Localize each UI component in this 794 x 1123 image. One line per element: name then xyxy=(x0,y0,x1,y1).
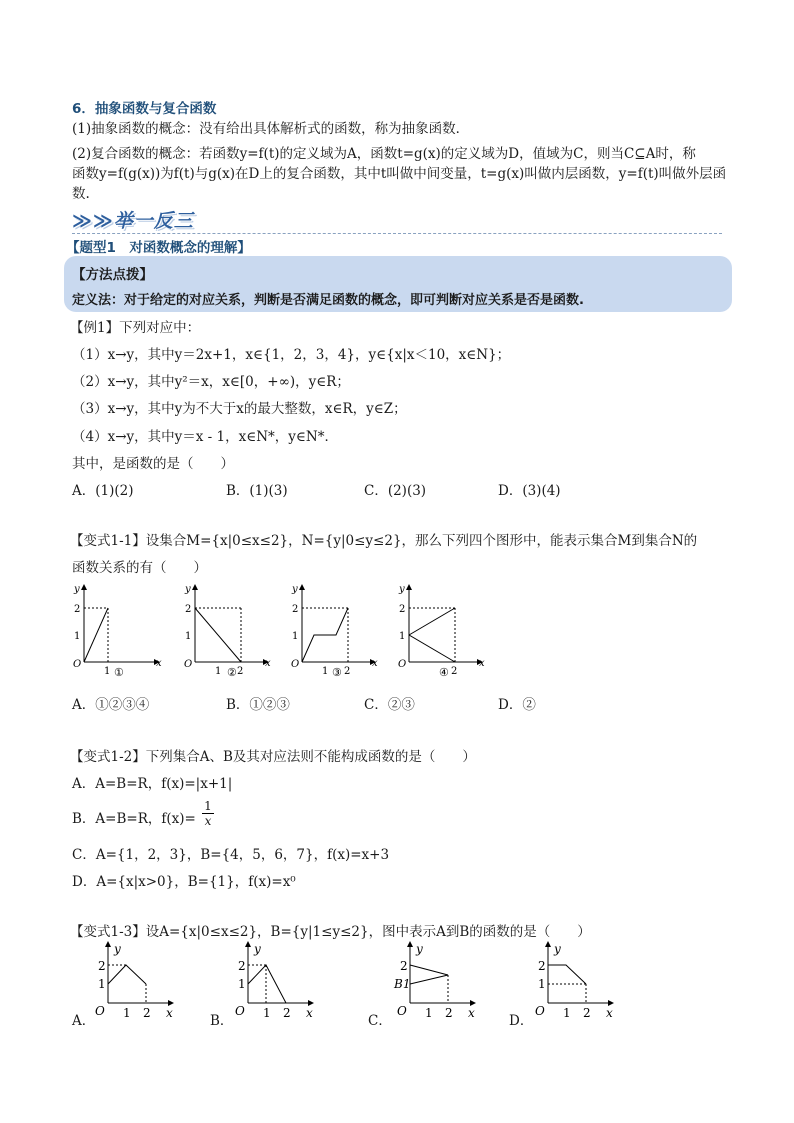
graph-label-4: ④ xyxy=(439,666,449,679)
tick-y-2: 2 xyxy=(399,604,406,615)
tick-y-1: 1 xyxy=(185,631,192,642)
tick-y-2: 2 xyxy=(238,959,246,973)
graph-label-1: ① xyxy=(114,666,124,679)
fraction-numerator: 1 xyxy=(204,799,212,813)
axis-x-label: x xyxy=(606,1006,613,1020)
graph-c xyxy=(393,941,476,1020)
tick-y-b1: B1 xyxy=(394,977,411,991)
graph-a xyxy=(95,941,174,1020)
tick-x-2: 2 xyxy=(583,1006,591,1020)
example1-question: 其中，是函数的是（ ） xyxy=(72,456,234,472)
axis-y-label: y xyxy=(292,584,298,595)
origin-label: O xyxy=(535,1004,545,1018)
origin-label: O xyxy=(95,1004,105,1018)
composite-function-definition-line1: (2)复合函数的概念：若函数y=f(t)的定义域为A，函数t=g(x)的定义域为D，值域为C，则当C⊆A时，称 xyxy=(72,146,696,162)
tick-y-2: 2 xyxy=(74,604,81,615)
variant11-graphs xyxy=(0,580,794,690)
method-title: 【方法点拨】 xyxy=(72,267,153,283)
fraction xyxy=(202,799,214,828)
tick-y-2: 2 xyxy=(185,604,192,615)
graph-d xyxy=(535,941,614,1020)
graph-label-3: ③ xyxy=(332,666,342,679)
tick-y-1: 1 xyxy=(538,977,546,991)
graph-label-2: ② xyxy=(227,666,237,679)
composite-function-definition-line2: 函数y=f(g(x))为f(t)与g(x)在D上的复合函数，其中t叫做中间变量，t=g(x)叫做内层函数，y=f(t)叫做外层函 xyxy=(72,166,727,182)
abstract-function-definition: (1)抽象函数的概念：没有给出具体解析式的函数，称为抽象函数． xyxy=(72,121,470,137)
variant12-option-b[interactable] xyxy=(72,799,214,833)
variant12-option-c[interactable]: C．A={1，2，3}，B={4，5，6，7}，f(x)=x+3 xyxy=(72,847,390,863)
origin-label: O xyxy=(184,659,193,670)
variant12-option-a[interactable]: A．A=B=R，f(x)=|x+1| xyxy=(72,776,233,792)
graph-2 xyxy=(184,584,271,679)
example1-item-3: （3）x→y，其中y为不大于x的最大整数，x∈R，y∈Z； xyxy=(72,401,407,417)
tick-y-1: 1 xyxy=(292,631,299,642)
axis-y-label: y xyxy=(185,584,191,595)
variant13-stem: 【变式1-3】设A={x|0≤x≤2}，B={y|1≤y≤2}，图中表示A到B的函数的是（ ） xyxy=(70,924,591,940)
tick-x-1: 1 xyxy=(263,1006,271,1020)
tick-x-2: 2 xyxy=(451,666,458,677)
axis-y-label: y xyxy=(399,584,405,595)
variant12-stem: 【变式1-2】下列集合A、B及其对应法则不能构成函数的是（ ） xyxy=(70,749,476,765)
variant11-option-b[interactable]: B．①②③ xyxy=(226,697,290,713)
graph-b xyxy=(235,941,314,1020)
example1-option-b[interactable]: B．(1)(3) xyxy=(226,483,288,499)
tick-x-1: 1 xyxy=(215,666,222,677)
axis-x-label: x xyxy=(372,658,378,669)
origin-label: O xyxy=(398,659,407,670)
example1-option-a[interactable]: A．(1)(2) xyxy=(72,483,134,499)
example1-item-2: （2）x→y，其中y²＝x，x∈[0，+∞)，y∈R； xyxy=(72,374,350,390)
tick-y-1: 1 xyxy=(238,977,246,991)
graph-4 xyxy=(398,584,485,679)
method-text: 定义法：对于给定的对应关系，判断是否满足函数的概念，即可判断对应关系是否是函数. xyxy=(72,293,584,308)
tick-x-2: 2 xyxy=(344,666,351,677)
tick-y-2: 2 xyxy=(98,959,106,973)
variant13-option-c[interactable]: C． xyxy=(368,1013,392,1029)
variant13-option-d[interactable]: D． xyxy=(509,1013,534,1029)
axis-x-label: x xyxy=(306,1006,313,1020)
example1-item-1: （1）x→y，其中y＝2x+1，x∈{1，2，3，4}，y∈{x|x＜10，x∈N}； xyxy=(72,347,511,363)
origin-label: O xyxy=(235,1004,245,1018)
axis-y-label: y xyxy=(554,942,561,956)
banner xyxy=(72,206,722,236)
topic-title: 【题型1 对函数概念的理解】 xyxy=(66,240,251,256)
variant11-option-c[interactable]: C．②③ xyxy=(364,697,415,713)
tick-y-2: 2 xyxy=(538,959,546,973)
tick-x-1: 1 xyxy=(123,1006,131,1020)
origin-label: O xyxy=(397,1004,407,1018)
variant13-option-b[interactable]: B． xyxy=(210,1013,234,1029)
divider xyxy=(72,233,722,234)
tick-y-2: 2 xyxy=(400,959,408,973)
tick-y-1: 1 xyxy=(98,977,106,991)
origin-label: O xyxy=(73,659,82,670)
axis-x-label: x xyxy=(166,1006,173,1020)
tick-x-1: 1 xyxy=(563,1006,571,1020)
axis-y-label: y xyxy=(74,584,80,595)
axis-y-label: y xyxy=(114,942,121,956)
section-title: 6．抽象函数与复合函数 xyxy=(72,101,217,117)
variant12-option-d[interactable]: D．A={x|x>0}，B={1}，f(x)=x⁰ xyxy=(72,874,296,890)
example1-item-4: （4）x→y，其中y＝x - 1，x∈N*，y∈N*． xyxy=(72,429,338,445)
composite-function-definition-line3: 数. xyxy=(72,186,90,202)
tick-x-2: 2 xyxy=(445,1006,453,1020)
example1-option-d[interactable]: D．(3)(4) xyxy=(498,483,561,499)
tick-x-1: 1 xyxy=(104,666,111,677)
graph-3 xyxy=(291,584,378,679)
tick-y-1: 1 xyxy=(74,631,81,642)
tick-x-2: 2 xyxy=(283,1006,291,1020)
origin-label: O xyxy=(291,659,300,670)
variant11-stem-line1: 【变式1-1】设集合M={x|0≤x≤2}，N={y|0≤y≤2}，那么下列四个图形中，能表示集合M到集合N的 xyxy=(70,533,698,549)
example1-stem: 【例1】下列对应中： xyxy=(70,320,201,336)
tick-x-2: 2 xyxy=(143,1006,151,1020)
example1-option-c[interactable]: C．(2)(3) xyxy=(364,483,427,499)
axis-x-label: x xyxy=(156,658,162,669)
variant13-graphs xyxy=(0,940,794,1030)
variant11-option-d[interactable]: D．② xyxy=(498,697,536,713)
banner-title: ≫≫举一反三 xyxy=(72,210,194,232)
graph-1 xyxy=(73,584,162,679)
axis-x-label: x xyxy=(479,658,485,669)
axis-x-label: x xyxy=(265,658,271,669)
tick-x-2: 2 xyxy=(237,666,244,677)
tick-y-1: 1 xyxy=(399,631,406,642)
fraction-denominator: x xyxy=(204,814,212,828)
variant11-option-a[interactable]: A．①②③④ xyxy=(72,697,150,713)
tick-x-1: 1 xyxy=(322,666,329,677)
axis-x-label: x xyxy=(468,1006,475,1020)
axis-y-label: y xyxy=(416,942,423,956)
axis-y-label: y xyxy=(254,942,261,956)
tick-y-2: 2 xyxy=(292,604,299,615)
tick-x-1: 1 xyxy=(425,1006,433,1020)
variant13-option-a[interactable]: A． xyxy=(72,1013,96,1029)
variant11-stem-line2: 函数关系的有（ ） xyxy=(72,560,207,576)
variant12-option-b-text: B．A=B=R，f(x)= xyxy=(72,811,196,827)
